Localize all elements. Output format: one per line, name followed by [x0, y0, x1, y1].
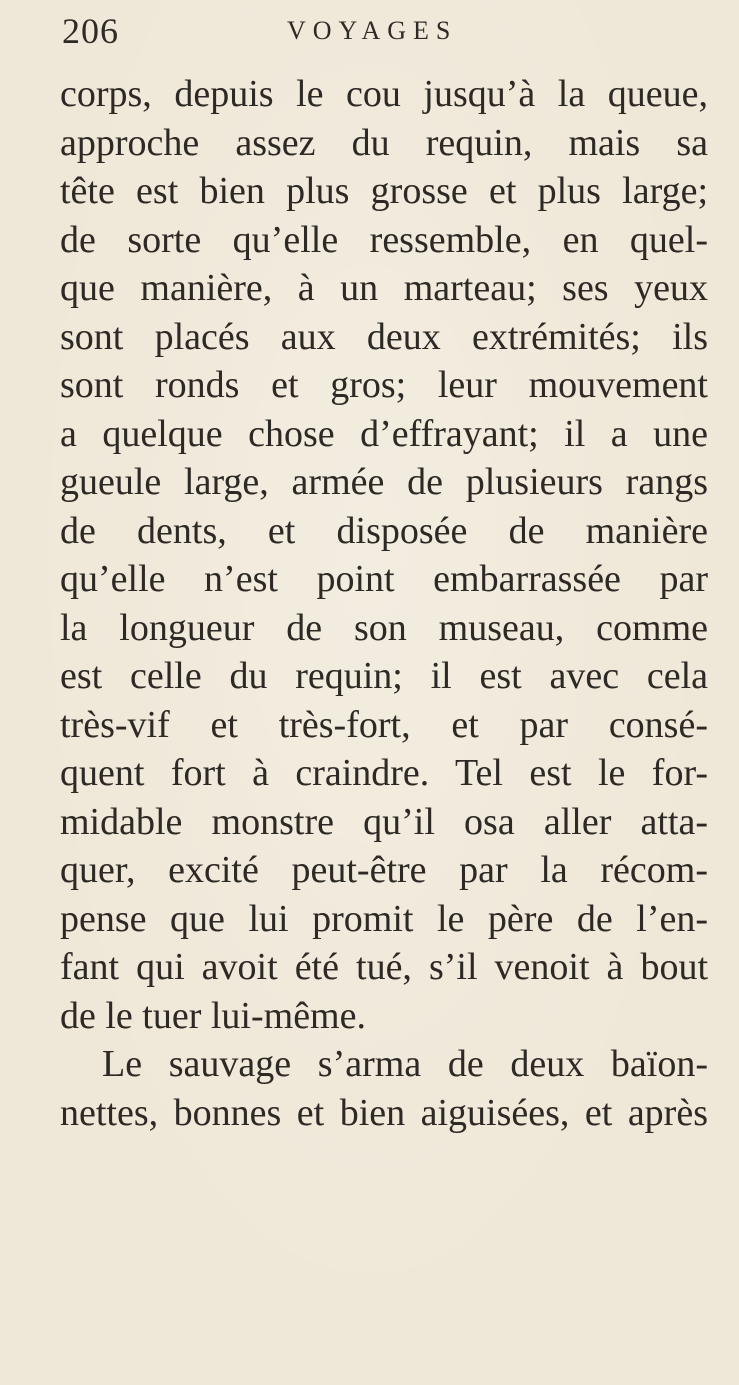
text-line: pense que lui promit le père de l’en- [60, 897, 708, 940]
text-line: tête est bien plus grosse et plus large; [60, 170, 708, 212]
text-line: nettes, bonnes et bien aiguisées, et après [60, 1091, 708, 1134]
text-line: sont ronds et gros; leur mouvement [60, 364, 708, 406]
text-line: approche assez du requin, mais sa [60, 121, 708, 164]
text-line: de sorte qu’elle ressemble, en quel- [60, 218, 708, 261]
text-line: très-vif et très-fort, et par consé- [60, 703, 708, 746]
text-line: midable monstre qu’il osa aller atta- [60, 800, 708, 843]
text-line: que manière, à un marteau; ses yeux [60, 267, 708, 309]
running-title: VOYAGES [287, 16, 458, 45]
text-line: qu’elle n’est point embarrassée par [60, 558, 708, 600]
text-line: la longueur de son museau, comme [60, 606, 708, 649]
body-text [60, 70, 708, 1137]
page-header [62, 10, 702, 50]
text-line: gueule large, armée de plusieurs rangs [60, 461, 708, 503]
text-line: corps, depuis le cou jusqu’à la queue, [60, 73, 708, 115]
text-line: quer, excité peut-être par la récom- [60, 849, 708, 891]
text-line: a quelque chose d’effrayant; il a une [60, 412, 708, 455]
text-line: fant qui avoit été tué, s’il venoit à bout [60, 946, 708, 988]
text-line: quent fort à craindre. Tel est le for- [60, 752, 708, 794]
paragraph-start-line: Le sauvage s’arma de deux baïon- [102, 1043, 708, 1085]
text-line: de dents, et disposée de manière [60, 509, 708, 552]
text-line: sont placés aux deux extrémités; ils [60, 315, 708, 358]
page-number: 206 [62, 11, 119, 51]
paragraph-end-line: de le tuer lui-même. [60, 994, 366, 1037]
text-line: est celle du requin; il est avec cela [60, 655, 708, 697]
